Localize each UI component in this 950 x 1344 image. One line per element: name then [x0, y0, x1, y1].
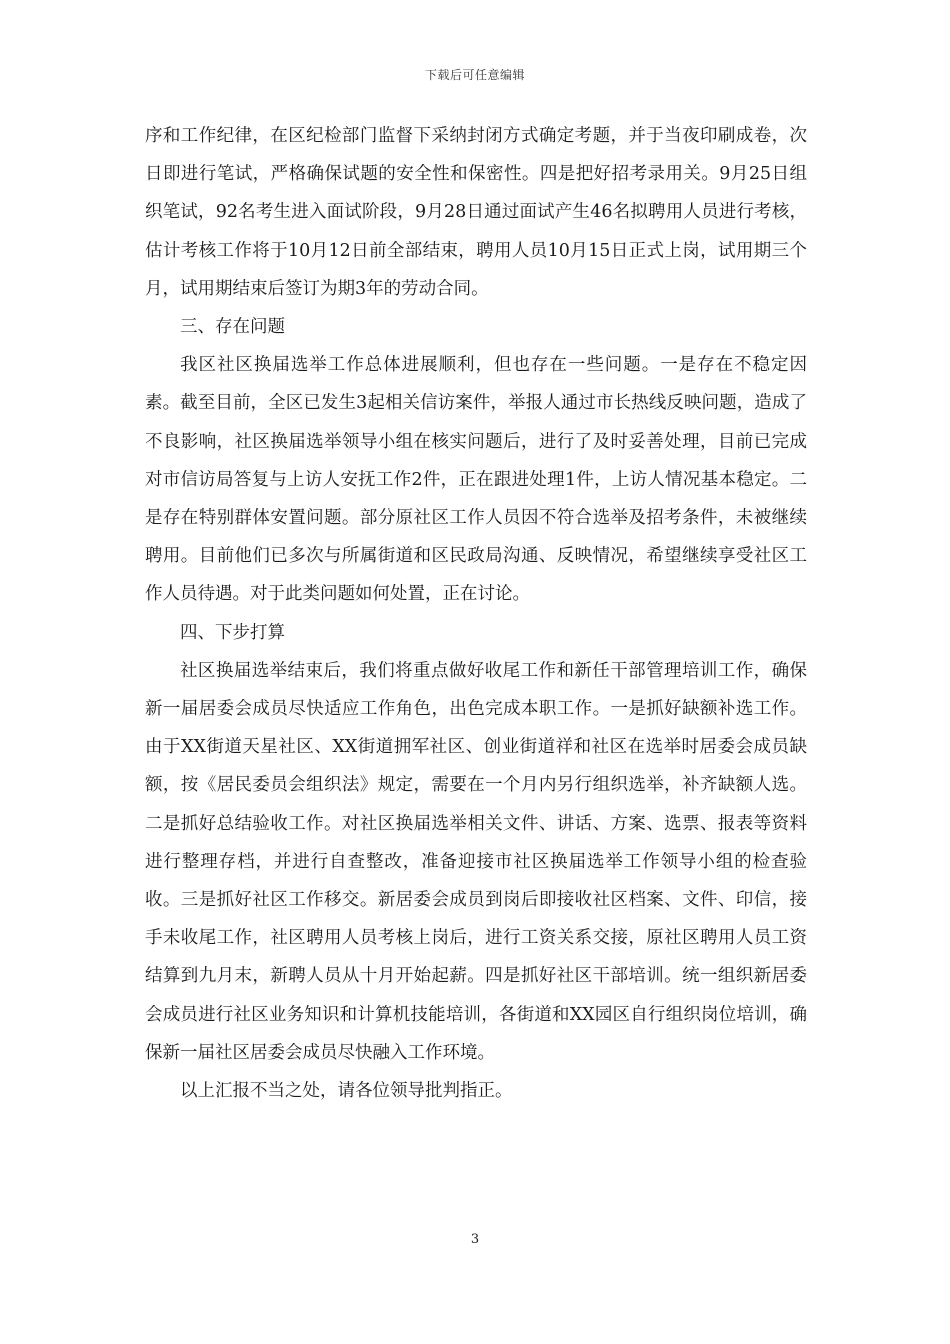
section-heading-problems: 三、存在问题 [180, 317, 285, 338]
paragraph-continuation: 序和工作纪律，在区纪检部门监督下采纳封闭方式确定考题，并于当夜印刷成卷，次日即进行笔试，严格确保试题的安全性和保密性。四是把好招考录用关。9月25日组织笔试，92名考生进入面试阶段，9月28日通过面试产生46名拟聘用人员进行考核，估计考核工作将于10月12日前全部结束，聘用人员10月15日正式上岗，试用期三个月，试用期结束后签订为期3年的劳动合同。 [145, 126, 807, 299]
document-body [145, 117, 807, 1110]
page-header: 下载后可任意编辑 [424, 68, 525, 82]
paragraph-closing: 以上汇报不当之处，请各位领导批判指正。 [180, 1081, 513, 1102]
paragraph-problems: 我区社区换届选举工作总体进展顺利，但也存在一些问题。一是存在不稳定因素。截至目前，全区已发生3起相关信访案件，举报人通过市长热线反映问题，造成了不良影响，社区换届选举领导小组在核实问题后，进行了及时妥善处理，目前已完成对市信访局答复与上访人安抚工作2件，正在跟进处理1件，上访人情况基本稳定。二是存在特别群体安置问题。部分原社区工作人员因不符合选举及招考条件，未被继续聘用。目前他们已多次与所属街道和区民政局沟通、反映情况，希望继续享受社区工作人员待遇。对于此类问题如何处置，正在讨论。 [145, 355, 807, 605]
paragraph-next-steps: 社区换届选举结束后，我们将重点做好收尾工作和新任干部管理培训工作，确保新一届居委会成员尽快适应工作角色，出色完成本职工作。一是抓好缺额补选工作。由于XX街道天星社区、XX街道拥军社区、创业街道祥和社区在选举时居委会成员缺额，按《居民委员会组织法》规定，需要在一个月内另行组织选举，补齐缺额人选。二是抓好总结验收工作。对社区换届选举相关文件、讲话、方案、选票、报表等资料进行整理存档，并进行自查整改，准备迎接市社区换届选举工作领导小组的检查验收。三是抓好社区工作移交。新居委会成员到岗后即接收社区档案、文件、印信，接手未收尾工作，社区聘用人员考核上岗后，进行工资关系交接，原社区聘用人员工资结算到九月末，新聘人员从十月开始起薪。四是抓好社区干部培训。统一组织新居委会成员进行社区业务知识和计算机技能培训，各街道和XX园区自行组织岗位培训，确保新一届社区居委会成员尽快融入工作环境。 [145, 660, 807, 1063]
section-heading-next-steps: 四、下步打算 [180, 622, 285, 643]
page-number: 3 [470, 1232, 480, 1247]
